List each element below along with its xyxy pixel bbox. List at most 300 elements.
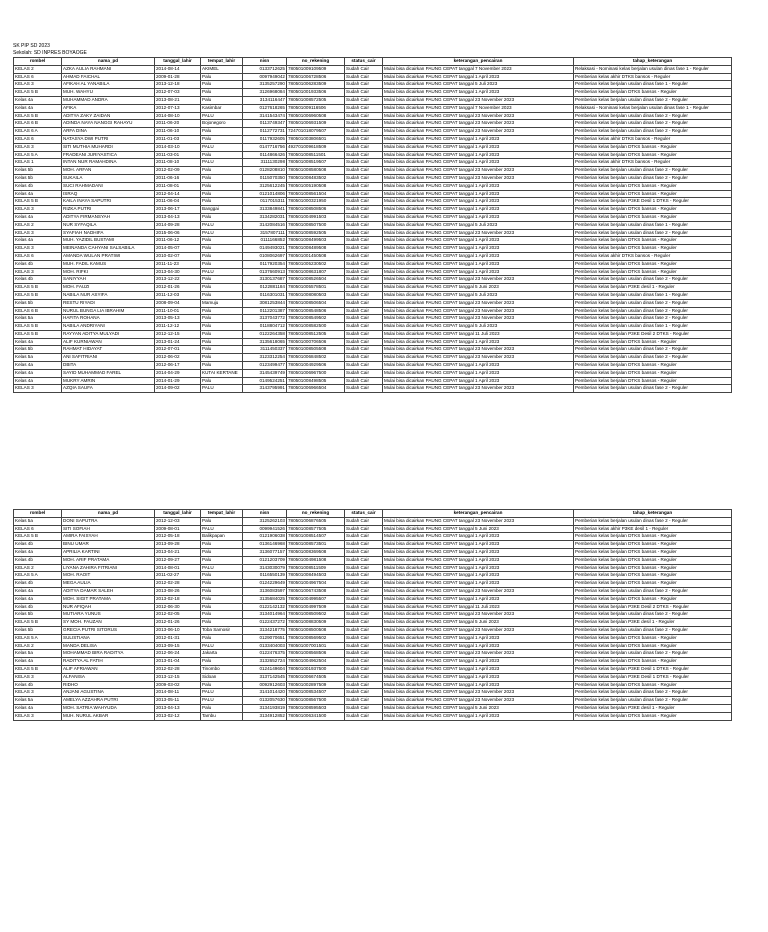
cell-birth-date: 2012-12-15 <box>155 330 201 338</box>
cell-stage-note: Pemberian kelas berjalan usulan dinas fase 1 - Reguler <box>574 221 732 229</box>
cell-nisn: 0129070651 <box>243 634 287 642</box>
table-row <box>14 673 732 681</box>
cell-student-name: NUR SYFAQILA <box>62 221 155 229</box>
cell-account-number: 780501008582500 <box>287 323 345 331</box>
cell-status: Sudah Cair <box>345 712 383 720</box>
cell-disbursement-note: Mulai bisa dicairkan PAUNG CEPAT tanggal 1 April 2023 <box>383 665 574 673</box>
cell-stage-note: Pemberian kelas berjalan usulan dinas fase 2 - Reguler <box>574 626 732 634</box>
cell-status: Sudah Cair <box>345 159 383 167</box>
cell-student-name: MEINANDA CAHYANI SALSABILA <box>62 245 155 253</box>
cell-stage-note: Pemberian kelas berjalan usulan dinas fase 2 - Reguler <box>574 229 732 237</box>
cell-rombel: KELAS 5 B <box>14 291 62 299</box>
cell-rombel: Kelas 4a <box>14 96 62 104</box>
cell-student-name: RESTU RIYADI <box>62 299 155 307</box>
cell-status: Sudah Cair <box>345 580 383 588</box>
cell-student-name: SUCI RAHMADANI <box>62 182 155 190</box>
cell-nisn: 3135684025 <box>243 595 287 603</box>
cell-birth-date: 2012-05-18 <box>155 533 201 541</box>
cell-disbursement-note: Mulai bisa dicairkan PAUNG CEPAT tanggal 23 November 2023 <box>383 128 574 136</box>
cell-birth-date: 2013-04-13 <box>155 704 201 712</box>
cell-account-number: 780501008498505 <box>287 377 345 385</box>
table-row <box>14 587 732 595</box>
cell-birth-place: Jakarta <box>201 650 243 658</box>
cell-disbursement-note: Mulai bisa dicairkan PAUNG CEPAT tanggal 23 November 2023 <box>383 299 574 307</box>
cell-birth-date: 2013-09-28 <box>155 541 201 549</box>
cell-birth-date: 2013-05-13 <box>155 315 201 323</box>
table-row <box>14 268 732 276</box>
cell-status: Sudah Cair <box>345 260 383 268</box>
cell-student-name: ANI SAFITRIANI <box>62 354 155 362</box>
cell-status: Sudah Cair <box>345 704 383 712</box>
cell-stage-note: Pemberian kelas berjalan usulan dinas fase 2 - Reguler <box>574 385 732 393</box>
cell-student-name: MUKRY AMRIN <box>62 377 155 385</box>
cell-rombel: Kelas 5b <box>14 346 62 354</box>
cell-rombel: Kelas 5a <box>14 697 62 705</box>
table-row <box>14 346 732 354</box>
cell-birth-date: 2013-04-30 <box>155 268 201 276</box>
table-row <box>14 556 732 564</box>
table-row <box>14 525 732 533</box>
cell-status: Sudah Cair <box>345 120 383 128</box>
cell-disbursement-note: Mulai bisa dicairkan PAUNG CEPAT tanggal 23 November 2023 <box>383 167 574 175</box>
cell-nisn: 3130137687 <box>243 276 287 284</box>
cell-status: Sudah Cair <box>345 548 383 556</box>
table-header-row <box>14 510 732 518</box>
cell-nisn: 0122142132 <box>243 603 287 611</box>
cell-disbursement-note: Mulai bisa dicairkan PAUNG CEPAT tanggal 5 Juni 2023 <box>383 619 574 627</box>
cell-nisn: 0121906038 <box>243 533 287 541</box>
cell-status: Sudah Cair <box>345 143 383 151</box>
cell-rombel: KELAS 6 B <box>14 307 62 315</box>
cell-birth-place: Balikpapan <box>201 533 243 541</box>
cell-student-name: ALFANISA <box>62 673 155 681</box>
column-header-disbursement-note: keterangan_pencairan <box>383 510 574 518</box>
cell-status: Sudah Cair <box>345 541 383 549</box>
cell-rombel: KELAS 5 B <box>14 112 62 120</box>
cell-birth-date: 2011-06-12 <box>155 237 201 245</box>
cell-status: Sudah Cair <box>345 346 383 354</box>
cell-rombel: KELAS 6 A <box>14 128 62 136</box>
cell-account-number: 780501008526504 <box>287 276 345 284</box>
cell-disbursement-note: Mulai bisa dicairkan PAUNG CEPAT tanggal 1 April 2023 <box>383 642 574 650</box>
table-row <box>14 128 732 136</box>
cell-rombel: Kelas 5b <box>14 611 62 619</box>
cell-nisn: 0092912603 <box>243 681 287 689</box>
cell-birth-date: 2011-06-16 <box>155 174 201 182</box>
cell-status: Sudah Cair <box>345 81 383 89</box>
cell-status: Sudah Cair <box>345 587 383 595</box>
cell-student-name: AFIKA <box>62 104 155 112</box>
cell-account-number: 780501004997509 <box>287 603 345 611</box>
cell-disbursement-note: Mulai bisa dicairkan PAUNG CEPAT tanggal 1 April 2023 <box>383 143 574 151</box>
cell-disbursement-note: Mulai bisa dicairkan PAUNG CEPAT tanggal 1 April 2023 <box>383 634 574 642</box>
cell-stage-note: Pemberian kelas berjalan usulan dinas fase 2 - Reguler <box>574 650 732 658</box>
cell-nisn: 0122476375 <box>243 650 287 658</box>
cell-status: Sudah Cair <box>345 626 383 634</box>
cell-rombel: KELAS 5 B <box>14 198 62 206</box>
cell-nisn: 0112201387 <box>243 307 287 315</box>
column-header-rombel: rombel <box>14 58 62 66</box>
cell-birth-place: KUTAI KERTANE <box>201 369 243 377</box>
cell-disbursement-note: Mulai bisa dicairkan PAUNG CEPAT tanggal 23 November 2023 <box>383 689 574 697</box>
cell-status: Sudah Cair <box>345 697 383 705</box>
cell-birth-place: Palu <box>201 603 243 611</box>
cell-nisn: 3111130298 <box>243 159 287 167</box>
cell-birth-date: 2012-12-03 <box>155 517 201 525</box>
cell-status: Sudah Cair <box>345 564 383 572</box>
table-row <box>14 112 732 120</box>
column-header-status: status_cair <box>345 58 383 66</box>
cell-birth-date: 2014-08-10 <box>155 112 201 120</box>
cell-account-number: 780501008572505 <box>287 96 345 104</box>
cell-birth-place: Palu <box>201 291 243 299</box>
cell-student-name: SANIYYAH <box>62 276 155 284</box>
cell-status: Sudah Cair <box>345 338 383 346</box>
cell-birth-place: Palu <box>201 704 243 712</box>
cell-student-name: AZQIA SAUFA <box>62 385 155 393</box>
cell-birth-place: Tinombo <box>201 665 243 673</box>
cell-nisn: 0149524251 <box>243 377 287 385</box>
table-row <box>14 89 732 97</box>
cell-stage-note: Pemberian kelas berjalan P3KE desil 1 - Reguler <box>574 619 732 627</box>
table-row <box>14 315 732 323</box>
cell-birth-place: Palu <box>201 245 243 253</box>
cell-disbursement-note: Mulai bisa dicairkan PAUNG CEPAT tanggal 1 April 2023 <box>383 260 574 268</box>
cell-disbursement-note: Mulai bisa dicairkan PAUNG CEPAT tanggal 5 Juli 2023 <box>383 81 574 89</box>
cell-birth-place: Palu <box>201 190 243 198</box>
cell-account-number: 780501004967504 <box>287 580 345 588</box>
cell-birth-place: Palu <box>201 81 243 89</box>
cell-birth-place: Palu <box>201 556 243 564</box>
table-row <box>14 284 732 292</box>
cell-disbursement-note: Mulai bisa dicairkan PAUNG CEPAT tanggal 1 April 2023 <box>383 377 574 385</box>
cell-status: Sudah Cair <box>345 198 383 206</box>
cell-stage-note: Pemberian kelas berjalan DTKS bansos - Reguler <box>574 143 732 151</box>
cell-disbursement-note: Mulai bisa dicairkan PAUNG CEPAT tanggal 7 November 2023 <box>383 65 574 73</box>
cell-nisn: 3135618065 <box>243 338 287 346</box>
cell-birth-date: 2013-08-26 <box>155 587 201 595</box>
cell-status: Sudah Cair <box>345 237 383 245</box>
cell-student-name: MOH. SIGIT PRATAMA <box>62 595 155 603</box>
table-row <box>14 120 732 128</box>
cell-stage-note: Pemberian kelas berjalan usulan dinas fase 2 - Reguler <box>574 307 732 315</box>
table-row <box>14 245 732 253</box>
cell-status: Sudah Cair <box>345 299 383 307</box>
cell-birth-date: 2011-12-12 <box>155 323 201 331</box>
cell-rombel: KELAS 3 <box>14 245 62 253</box>
cell-student-name: AZKA AULIA RAHMANI <box>62 65 155 73</box>
cell-status: Sudah Cair <box>345 190 383 198</box>
cell-account-number: 780501008580508 <box>287 167 345 175</box>
cell-birth-date: 2012-02-05 <box>155 611 201 619</box>
cell-status: Sudah Cair <box>345 174 383 182</box>
cell-stage-note: Pemberian kelas berjalan usulan dinas fase 2 - Reguler <box>574 120 732 128</box>
cell-nisn: 3134912852 <box>243 712 287 720</box>
cell-student-name: AMIRA FAISYAH <box>62 533 155 541</box>
table-row <box>14 151 732 159</box>
cell-disbursement-note: Mulai bisa dicairkan PAUNG CEPAT tanggal 23 November 2023 <box>383 354 574 362</box>
cell-stage-note: Pemberian kelas berjalan usulan dinas fase 1 - Reguler <box>574 291 732 299</box>
cell-stage-note: Pemberian kelas berjalan usulan dinas fase 2 - Reguler <box>574 112 732 120</box>
cell-stage-note: Pemberian kelas berjalan P3KE Desil 1 DTKS - Reguler <box>574 198 732 206</box>
cell-rombel: KELAS 2 <box>14 564 62 572</box>
cell-disbursement-note: Mulai bisa dicairkan PAUNG CEPAT tanggal 1 April 2023 <box>383 580 574 588</box>
cell-student-name: MUH. YAZIDIL BUSTAMI <box>62 237 155 245</box>
cell-rombel: KELAS 6 B <box>14 120 62 128</box>
cell-account-number: 780501006967500 <box>287 369 345 377</box>
cell-stage-note: Pemberian kelas berjalan DTKS bansos - Reguler <box>574 595 732 603</box>
cell-birth-date: 2011-06-04 <box>155 198 201 206</box>
cell-student-name: RAHMAT HIDAYAT <box>62 346 155 354</box>
cell-disbursement-note: Mulai bisa dicairkan PAUNG CEPAT tanggal 1 April 2023 <box>383 595 574 603</box>
cell-rombel: KELAS 1 <box>14 159 62 167</box>
cell-disbursement-note: Mulai bisa dicairkan PAUNG CEPAT tanggal 5 Juni 2023 <box>383 284 574 292</box>
table-row <box>14 190 732 198</box>
table-row <box>14 229 732 237</box>
table-row <box>14 167 732 175</box>
cell-status: Sudah Cair <box>345 642 383 650</box>
table-row <box>14 221 732 229</box>
cell-account-number: 780501005230502 <box>287 260 345 268</box>
cell-disbursement-note: Mulai bisa dicairkan PAUNG CEPAT tanggal 1 April 2023 <box>383 572 574 580</box>
cell-rombel: Kelas 4b <box>14 681 62 689</box>
cell-birth-date: 2011-03-01 <box>155 151 201 159</box>
cell-disbursement-note: Mulai bisa dicairkan PAUNG CEPAT tanggal 1 April 2023 <box>383 658 574 666</box>
table-row <box>14 73 732 81</box>
column-header-student-name: nama_pd <box>62 58 155 66</box>
cell-status: Sudah Cair <box>345 104 383 112</box>
cell-nisn: 0133404003 <box>243 642 287 650</box>
cell-nisn: 0122881184 <box>243 284 287 292</box>
table-row <box>14 704 732 712</box>
cell-stage-note: Pemberian kelas berjalan usulan dinas fase 2 - Reguler <box>574 96 732 104</box>
cell-student-name: MEGA AULIA <box>62 580 155 588</box>
cell-nisn: 3143030079 <box>243 564 287 572</box>
table-row <box>14 626 732 634</box>
cell-account-number: 780501009109509 <box>287 65 345 73</box>
cell-birth-place: Palu <box>201 619 243 627</box>
cell-stage-note: Pemberian kelas berjalan P3KE Desil 1 DTKS - Reguler <box>574 673 732 681</box>
cell-account-number: 780501000321950 <box>287 198 345 206</box>
cell-stage-note: Pemberian kelas berjalan P3KE Desil 2 DTKS - Reguler <box>574 330 732 338</box>
cell-stage-note: Pemberian kelas berjalan DTKS bansos - Reguler <box>574 245 732 253</box>
cell-birth-place: Toba Samosir <box>201 626 243 634</box>
cell-account-number: 780501008494503 <box>287 572 345 580</box>
cell-nisn: 0124229649 <box>243 580 287 588</box>
cell-student-name: ADITYA ZAKY ZAIDAN <box>62 112 155 120</box>
cell-disbursement-note: Mulai bisa dicairkan PAUNG CEPAT tanggal 1 April 2023 <box>383 681 574 689</box>
cell-birth-place: Palu <box>201 346 243 354</box>
cell-birth-date: 2014-05-07 <box>155 245 201 253</box>
cell-birth-place: Palu <box>201 362 243 370</box>
cell-rombel: Kelas 4b <box>14 541 62 549</box>
cell-status: Sudah Cair <box>345 65 383 73</box>
cell-nisn: 3141543474 <box>243 112 287 120</box>
cell-disbursement-note: Mulai bisa dicairkan PAUNG CEPAT tanggal 1 April 2023 <box>383 206 574 214</box>
cell-birth-date: 2011-08-10 <box>155 159 201 167</box>
cell-nisn: 0122437272 <box>243 619 287 627</box>
cell-status: Sudah Cair <box>345 245 383 253</box>
cell-disbursement-note: Mulai bisa dicairkan PAUNG CEPAT tanggal 23 November 2023 <box>383 346 574 354</box>
cell-nisn: 3134193819 <box>243 704 287 712</box>
cell-nisn: 0133712625 <box>243 65 287 73</box>
cell-nisn: 0118804712 <box>243 323 287 331</box>
column-header-birth-place: tempat_lahir <box>201 510 243 518</box>
cell-birth-place: Sidoan <box>201 673 243 681</box>
cell-student-name: MUTIARA YUNUS <box>62 611 155 619</box>
cell-nisn: 3126968084 <box>243 89 287 97</box>
cell-account-number: 780501006283509 <box>287 81 345 89</box>
cell-rombel: Kelas 4a <box>14 587 62 595</box>
table-row <box>14 354 732 362</box>
cell-disbursement-note: Mulai bisa dicairkan PAUNG CEPAT tanggal 23 November 2023 <box>383 697 574 705</box>
cell-account-number: 780501008499503 <box>287 237 345 245</box>
cell-birth-place: PALU <box>201 112 243 120</box>
cell-nisn: 0132057630 <box>243 697 287 705</box>
cell-birth-place: Banggai <box>201 206 243 214</box>
cell-nisn: 3133849841 <box>243 206 287 214</box>
cell-birth-place: Palu <box>201 307 243 315</box>
cell-stage-note: Pemberian kelas berjalan DTKS bansos - Reguler <box>574 151 732 159</box>
cell-disbursement-note: Mulai bisa dicairkan PAUNG CEPAT tanggal 5 Juli 2023 <box>383 291 574 299</box>
cell-status: Sudah Cair <box>345 73 383 81</box>
cell-status: Sudah Cair <box>345 112 383 120</box>
cell-birth-place: PALU <box>201 564 243 572</box>
cell-disbursement-note: Mulai bisa dicairkan PAUNG CEPAT tanggal 23 November 2023 <box>383 307 574 315</box>
cell-account-number: 492701009618509 <box>287 143 345 151</box>
table-row <box>14 276 732 284</box>
cell-stage-note: Pemberian kelas berjalan P3KE Desil 1 DTKS - Reguler <box>574 665 732 673</box>
cell-stage-note: Pemberian kelas berjalan DTKS bansos - Reguler <box>574 206 732 214</box>
cell-student-name: NABILA NUR ASYIFA <box>62 291 155 299</box>
cell-rombel: KELAS 5 A <box>14 151 62 159</box>
cell-stage-note: Pemberian kelas berjalan DTKS bansos - Reguler <box>574 642 732 650</box>
cell-rombel: Kelas 4a <box>14 362 62 370</box>
cell-stage-note: Pemberian kelas akhir DTKS bansos - Reguler <box>574 73 732 81</box>
cell-birth-place: Tambu <box>201 712 243 720</box>
cell-stage-note: Pemberian kelas berjalan usulan dinas fase 1 - Reguler <box>574 323 732 331</box>
table-row <box>14 548 732 556</box>
cell-rombel: KELAS 3 <box>14 712 62 720</box>
cell-rombel: Kelas 5a <box>14 354 62 362</box>
cell-birth-date: 2009-01-28 <box>155 73 201 81</box>
table-row <box>14 182 732 190</box>
table-row <box>14 650 732 658</box>
cell-nisn: 3123312254 <box>243 354 287 362</box>
cell-account-number: 780501004995507 <box>287 595 345 603</box>
cell-birth-place: Mamuju <box>201 299 243 307</box>
cell-account-number: 780501008483502 <box>287 174 345 182</box>
cell-birth-place: Palu <box>201 128 243 136</box>
cell-disbursement-note: Mulai bisa dicairkan PAUNG CEPAT tanggal 11 Juli 2023 <box>383 330 574 338</box>
cell-birth-place: Palu <box>201 276 243 284</box>
cell-student-name: RADITYA AL FATIH <box>62 658 155 666</box>
cell-nisn: 0121014806 <box>243 190 287 198</box>
cell-nisn: 0117920354 <box>243 260 287 268</box>
table-row <box>14 260 732 268</box>
cell-status: Sudah Cair <box>345 284 383 292</box>
cell-birth-date: 2015-06-06 <box>155 229 201 237</box>
cell-student-name: ADITYA FIRMANSYAH <box>62 213 155 221</box>
cell-birth-place: Kasimbar <box>201 104 243 112</box>
cell-rombel: Kelas 5b <box>14 626 62 634</box>
cell-account-number: 780501006341500 <box>287 712 345 720</box>
cell-nisn: 0147716756 <box>243 143 287 151</box>
cell-account-number: 780501008508506 <box>287 206 345 214</box>
cell-birth-place: Palu <box>201 323 243 331</box>
cell-rombel: KELAS 3 <box>14 689 62 697</box>
cell-birth-date: 2013-01-24 <box>155 338 201 346</box>
cell-birth-date: 2010-02-07 <box>155 252 201 260</box>
cell-birth-place: Palu <box>201 284 243 292</box>
cell-birth-date: 2013-09-15 <box>155 642 201 650</box>
table-row <box>14 665 732 673</box>
cell-rombel: Kelas 4b <box>14 603 62 611</box>
cell-disbursement-note: Mulai bisa dicairkan PAUNG CEPAT tanggal 1 April 2023 <box>383 182 574 190</box>
cell-nisn: 3134116447 <box>243 96 287 104</box>
table-row <box>14 572 732 580</box>
cell-stage-note: Pemberian kelas berjalan usulan dinas fase 2 - Reguler <box>574 346 732 354</box>
cell-rombel: Kelas 5a <box>14 517 62 525</box>
cell-stage-note: Pemberian kelas akhir DTKS bansos - Reguler <box>574 159 732 167</box>
cell-birth-date: 2012-02-09 <box>155 167 201 175</box>
cell-student-name: GRECIA PUTRI SITORUS <box>62 626 155 634</box>
cell-disbursement-note: Mulai bisa dicairkan PAUNG CEPAT tanggal 1 April 2023 <box>383 73 574 81</box>
cell-student-name: AFIKAH AL YANABILA <box>62 81 155 89</box>
cell-birth-date: 2012-06-17 <box>155 362 201 370</box>
cell-birth-date: 2012-09-27 <box>155 556 201 564</box>
cell-nisn: 3125262103 <box>243 517 287 525</box>
cell-nisn: 0127618265 <box>243 104 287 112</box>
table-row <box>14 377 732 385</box>
cell-stage-note: Pemberian kelas berjalan usulan dinas fase 2 - Reguler <box>574 299 732 307</box>
cell-rombel: KELAS 5 B <box>14 323 62 331</box>
cell-status: Sudah Cair <box>345 291 383 299</box>
cell-birth-place: PALU <box>201 229 243 237</box>
student-table-2 <box>13 509 732 721</box>
cell-status: Sudah Cair <box>345 362 383 370</box>
cell-student-name: MOH. ARIF PRATAMA <box>62 556 155 564</box>
cell-status: Sudah Cair <box>345 517 383 525</box>
cell-birth-place: Palu <box>201 587 243 595</box>
table-row <box>14 595 732 603</box>
cell-stage-note: Pemberian kelas berjalan DTKS bansos - Reguler <box>574 377 732 385</box>
table-row <box>14 580 732 588</box>
cell-stage-note: Pemberian kelas berjalan usulan dinas fase 2 - Reguler <box>574 167 732 175</box>
table-row <box>14 681 732 689</box>
column-header-stage-note: tahap_keterangan <box>574 58 732 66</box>
cell-birth-place: PALU <box>201 221 243 229</box>
cell-disbursement-note: Mulai bisa dicairkan PAUNG CEPAT tanggal 1 April 2023 <box>383 89 574 97</box>
cell-status: Sudah Cair <box>345 135 383 143</box>
cell-rombel: KELAS 6 <box>14 525 62 533</box>
table-row <box>14 517 732 525</box>
cell-rombel: KELAS 5 B <box>14 89 62 97</box>
cell-birth-date: 2013-05-11 <box>155 697 201 705</box>
cell-status: Sudah Cair <box>345 354 383 362</box>
cell-birth-place: Palu <box>201 681 243 689</box>
cell-disbursement-note: Mulai bisa dicairkan PAUNG CEPAT tanggal 1 April 2023 <box>383 245 574 253</box>
cell-birth-date: 2012-06-30 <box>155 603 201 611</box>
cell-birth-date: 2012-07-03 <box>155 89 201 97</box>
cell-birth-date: 2012-01-26 <box>155 619 201 627</box>
cell-rombel: KELAS 6 <box>14 73 62 81</box>
cell-account-number: 780501004962504 <box>287 658 345 666</box>
cell-rombel: KELAS 5 A <box>14 572 62 580</box>
table-row <box>14 299 732 307</box>
cell-account-number: 780501004991503 <box>287 213 345 221</box>
cell-rombel: KELAS 5 A <box>14 634 62 642</box>
